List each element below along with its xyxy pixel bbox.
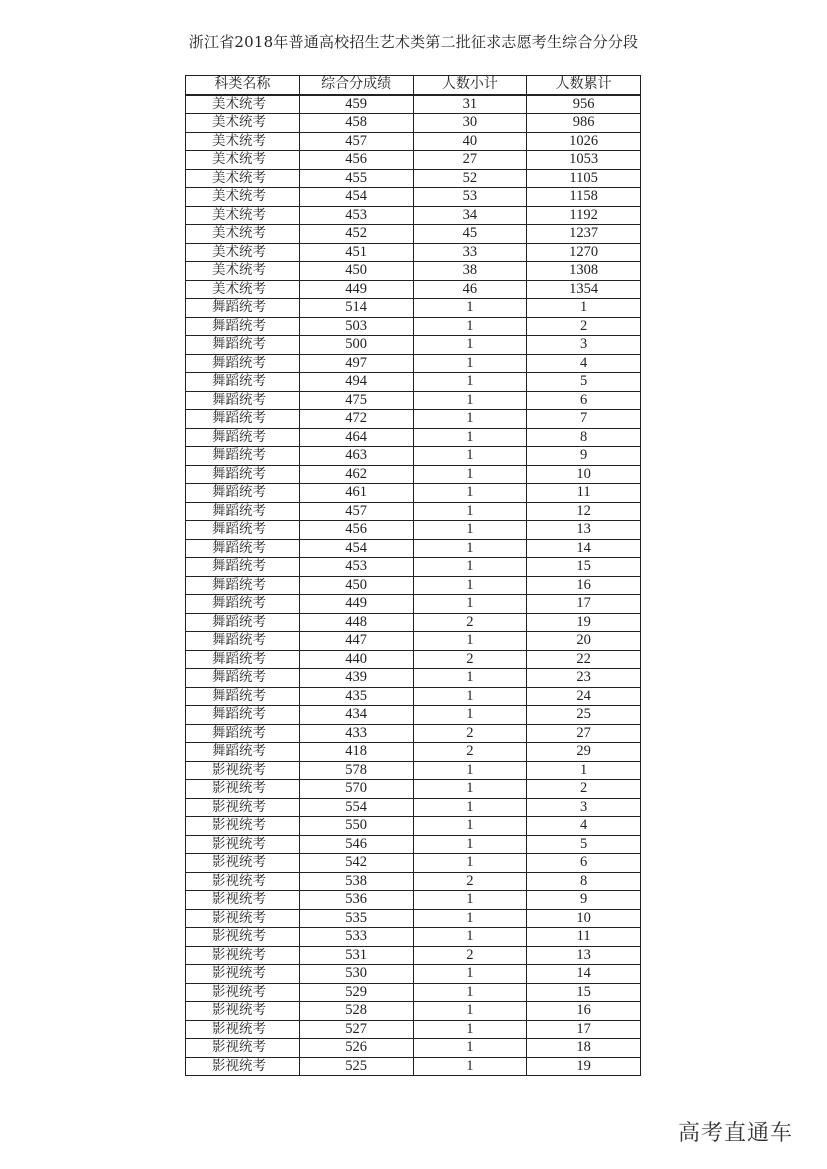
count-cell: 1: [413, 1039, 527, 1058]
score-cell: 462: [299, 465, 413, 484]
count-cell: 1: [413, 391, 527, 410]
count-cell: 53: [413, 188, 527, 207]
table-row: [186, 928, 641, 947]
cumulative-cell: 14: [527, 539, 641, 558]
table-row: [186, 465, 641, 484]
cumulative-cell: 4: [527, 817, 641, 836]
category-cell: 影视统考: [186, 817, 300, 836]
category-cell: 舞蹈统考: [186, 391, 300, 410]
category-cell: 美术统考: [186, 225, 300, 244]
category-cell: 舞蹈统考: [186, 724, 300, 743]
score-cell: 503: [299, 317, 413, 336]
cumulative-cell: 11: [527, 928, 641, 947]
cumulative-cell: 15: [527, 558, 641, 577]
category-cell: 舞蹈统考: [186, 336, 300, 355]
score-cell: 450: [299, 576, 413, 595]
count-cell: 1: [413, 854, 527, 873]
table-row: [186, 835, 641, 854]
category-cell: 舞蹈统考: [186, 410, 300, 429]
cumulative-cell: 10: [527, 909, 641, 928]
table-row: [186, 447, 641, 466]
count-cell: 1: [413, 410, 527, 429]
cumulative-cell: 2: [527, 317, 641, 336]
cumulative-cell: 1: [527, 761, 641, 780]
cumulative-cell: 16: [527, 1002, 641, 1021]
table-row: [186, 650, 641, 669]
cumulative-cell: 6: [527, 391, 641, 410]
table-row: [186, 891, 641, 910]
table-row: [186, 225, 641, 244]
cumulative-cell: 986: [527, 114, 641, 133]
count-cell: 1: [413, 317, 527, 336]
score-distribution-table: [185, 75, 641, 1076]
cumulative-cell: 18: [527, 1039, 641, 1058]
table-row: [186, 521, 641, 540]
cumulative-cell: 25: [527, 706, 641, 725]
table-row: [186, 687, 641, 706]
score-cell: 550: [299, 817, 413, 836]
score-cell: 448: [299, 613, 413, 632]
score-cell: 554: [299, 798, 413, 817]
score-cell: 531: [299, 946, 413, 965]
count-cell: 1: [413, 1002, 527, 1021]
table-row: [186, 558, 641, 577]
score-cell: 434: [299, 706, 413, 725]
category-cell: 影视统考: [186, 928, 300, 947]
count-cell: 1: [413, 632, 527, 651]
table-row: [186, 743, 641, 762]
score-cell: 463: [299, 447, 413, 466]
category-cell: 美术统考: [186, 114, 300, 133]
cumulative-cell: 1354: [527, 280, 641, 299]
cumulative-cell: 1308: [527, 262, 641, 281]
table-row: [186, 706, 641, 725]
table-row: [186, 1039, 641, 1058]
count-cell: 1: [413, 965, 527, 984]
count-cell: 30: [413, 114, 527, 133]
score-cell: 464: [299, 428, 413, 447]
table-row: [186, 761, 641, 780]
score-cell: 530: [299, 965, 413, 984]
cumulative-cell: 22: [527, 650, 641, 669]
table-row: [186, 280, 641, 299]
count-cell: 1: [413, 576, 527, 595]
header-cumulative: 人数累计: [527, 76, 641, 95]
score-cell: 494: [299, 373, 413, 392]
count-cell: 2: [413, 872, 527, 891]
score-cell: 454: [299, 539, 413, 558]
score-cell: 439: [299, 669, 413, 688]
category-cell: 舞蹈统考: [186, 521, 300, 540]
cumulative-cell: 8: [527, 872, 641, 891]
score-cell: 546: [299, 835, 413, 854]
category-cell: 影视统考: [186, 1057, 300, 1076]
table-row: [186, 724, 641, 743]
table-row: [186, 632, 641, 651]
cumulative-cell: 29: [527, 743, 641, 762]
count-cell: 1: [413, 891, 527, 910]
score-cell: 538: [299, 872, 413, 891]
count-cell: 1: [413, 798, 527, 817]
count-cell: 1: [413, 1057, 527, 1076]
count-cell: 1: [413, 299, 527, 318]
cumulative-cell: 3: [527, 336, 641, 355]
count-cell: 2: [413, 724, 527, 743]
category-cell: 美术统考: [186, 132, 300, 151]
count-cell: 40: [413, 132, 527, 151]
count-cell: 45: [413, 225, 527, 244]
score-cell: 528: [299, 1002, 413, 1021]
table-row: [186, 336, 641, 355]
category-cell: 舞蹈统考: [186, 669, 300, 688]
count-cell: 1: [413, 502, 527, 521]
score-cell: 453: [299, 558, 413, 577]
category-cell: 美术统考: [186, 262, 300, 281]
cumulative-cell: 956: [527, 95, 641, 114]
table-row: [186, 613, 641, 632]
cumulative-cell: 2: [527, 780, 641, 799]
cumulative-cell: 16: [527, 576, 641, 595]
table-header-row: [186, 76, 641, 95]
category-cell: 舞蹈统考: [186, 650, 300, 669]
score-cell: 472: [299, 410, 413, 429]
table-row: [186, 206, 641, 225]
count-cell: 1: [413, 354, 527, 373]
score-cell: 525: [299, 1057, 413, 1076]
count-cell: 1: [413, 539, 527, 558]
count-cell: 1: [413, 928, 527, 947]
header-score: 综合分成绩: [299, 76, 413, 95]
cumulative-cell: 15: [527, 983, 641, 1002]
table-row: [186, 114, 641, 133]
score-cell: 542: [299, 854, 413, 873]
count-cell: 52: [413, 169, 527, 188]
table-row: [186, 373, 641, 392]
count-cell: 1: [413, 521, 527, 540]
count-cell: 2: [413, 650, 527, 669]
score-cell: 458: [299, 114, 413, 133]
category-cell: 舞蹈统考: [186, 373, 300, 392]
score-cell: 526: [299, 1039, 413, 1058]
count-cell: 1: [413, 706, 527, 725]
category-cell: 舞蹈统考: [186, 354, 300, 373]
cumulative-cell: 6: [527, 854, 641, 873]
cumulative-cell: 5: [527, 835, 641, 854]
table-row: [186, 576, 641, 595]
score-cell: 500: [299, 336, 413, 355]
table-row: [186, 188, 641, 207]
count-cell: 27: [413, 151, 527, 170]
category-cell: 舞蹈统考: [186, 613, 300, 632]
header-count: 人数小计: [413, 76, 527, 95]
score-cell: 455: [299, 169, 413, 188]
category-cell: 影视统考: [186, 965, 300, 984]
cumulative-cell: 9: [527, 447, 641, 466]
score-cell: 433: [299, 724, 413, 743]
cumulative-cell: 20: [527, 632, 641, 651]
score-cell: 570: [299, 780, 413, 799]
category-cell: 影视统考: [186, 780, 300, 799]
cumulative-cell: 10: [527, 465, 641, 484]
table-row: [186, 243, 641, 262]
category-cell: 影视统考: [186, 1020, 300, 1039]
category-cell: 舞蹈统考: [186, 743, 300, 762]
table-row: [186, 484, 641, 503]
table-row: [186, 780, 641, 799]
cumulative-cell: 24: [527, 687, 641, 706]
count-cell: 1: [413, 983, 527, 1002]
category-cell: 影视统考: [186, 946, 300, 965]
score-cell: 529: [299, 983, 413, 1002]
score-cell: 454: [299, 188, 413, 207]
score-cell: 449: [299, 280, 413, 299]
table-row: [186, 354, 641, 373]
score-cell: 535: [299, 909, 413, 928]
category-cell: 舞蹈统考: [186, 576, 300, 595]
score-cell: 457: [299, 502, 413, 521]
table-row: [186, 262, 641, 281]
cumulative-cell: 17: [527, 595, 641, 614]
table-row: [186, 428, 641, 447]
table-body: [186, 95, 641, 1076]
score-cell: 440: [299, 650, 413, 669]
score-cell: 475: [299, 391, 413, 410]
category-cell: 美术统考: [186, 243, 300, 262]
cumulative-cell: 5: [527, 373, 641, 392]
table-row: [186, 983, 641, 1002]
category-cell: 影视统考: [186, 835, 300, 854]
cumulative-cell: 8: [527, 428, 641, 447]
cumulative-cell: 1026: [527, 132, 641, 151]
cumulative-cell: 1053: [527, 151, 641, 170]
category-cell: 美术统考: [186, 95, 300, 114]
category-cell: 舞蹈统考: [186, 502, 300, 521]
category-cell: 影视统考: [186, 1039, 300, 1058]
cumulative-cell: 23: [527, 669, 641, 688]
cumulative-cell: 1237: [527, 225, 641, 244]
table-row: [186, 817, 641, 836]
cumulative-cell: 19: [527, 1057, 641, 1076]
count-cell: 1: [413, 484, 527, 503]
count-cell: 1: [413, 558, 527, 577]
category-cell: 舞蹈统考: [186, 558, 300, 577]
table-row: [186, 299, 641, 318]
count-cell: 1: [413, 595, 527, 614]
score-cell: 536: [299, 891, 413, 910]
cumulative-cell: 9: [527, 891, 641, 910]
category-cell: 舞蹈统考: [186, 428, 300, 447]
category-cell: 影视统考: [186, 1002, 300, 1021]
table-row: [186, 1057, 641, 1076]
cumulative-cell: 19: [527, 613, 641, 632]
category-cell: 影视统考: [186, 909, 300, 928]
score-cell: 452: [299, 225, 413, 244]
table-row: [186, 410, 641, 429]
header-category: 科类名称: [186, 76, 300, 95]
count-cell: 1: [413, 835, 527, 854]
category-cell: 影视统考: [186, 891, 300, 910]
category-cell: 舞蹈统考: [186, 447, 300, 466]
table-row: [186, 1020, 641, 1039]
document-title: 浙江省2018年普通高校招生艺术类第二批征求志愿考生综合分分段: [188, 33, 639, 51]
cumulative-cell: 27: [527, 724, 641, 743]
category-cell: 舞蹈统考: [186, 687, 300, 706]
score-cell: 456: [299, 151, 413, 170]
count-cell: 1: [413, 669, 527, 688]
table-row: [186, 317, 641, 336]
category-cell: 舞蹈统考: [186, 317, 300, 336]
score-cell: 457: [299, 132, 413, 151]
count-cell: 34: [413, 206, 527, 225]
count-cell: 1: [413, 336, 527, 355]
category-cell: 美术统考: [186, 169, 300, 188]
count-cell: 1: [413, 465, 527, 484]
table-row: [186, 1002, 641, 1021]
cumulative-cell: 17: [527, 1020, 641, 1039]
count-cell: 1: [413, 909, 527, 928]
cumulative-cell: 12: [527, 502, 641, 521]
score-cell: 497: [299, 354, 413, 373]
category-cell: 舞蹈统考: [186, 465, 300, 484]
score-cell: 533: [299, 928, 413, 947]
score-cell: 450: [299, 262, 413, 281]
count-cell: 46: [413, 280, 527, 299]
table-row: [186, 595, 641, 614]
table-row: [186, 539, 641, 558]
score-cell: 514: [299, 299, 413, 318]
score-cell: 461: [299, 484, 413, 503]
category-cell: 舞蹈统考: [186, 299, 300, 318]
category-cell: 影视统考: [186, 798, 300, 817]
table-row: [186, 854, 641, 873]
score-cell: 435: [299, 687, 413, 706]
table-row: [186, 798, 641, 817]
category-cell: 舞蹈统考: [186, 632, 300, 651]
count-cell: 2: [413, 743, 527, 762]
table-row: [186, 132, 641, 151]
watermark-logo: 高考直通车: [678, 1121, 794, 1146]
category-cell: 舞蹈统考: [186, 539, 300, 558]
cumulative-cell: 11: [527, 484, 641, 503]
cumulative-cell: 4: [527, 354, 641, 373]
count-cell: 1: [413, 687, 527, 706]
table-row: [186, 669, 641, 688]
cumulative-cell: 3: [527, 798, 641, 817]
score-cell: 418: [299, 743, 413, 762]
table-row: [186, 151, 641, 170]
cumulative-cell: 1105: [527, 169, 641, 188]
cumulative-cell: 13: [527, 946, 641, 965]
score-cell: 459: [299, 95, 413, 114]
category-cell: 美术统考: [186, 188, 300, 207]
table-row: [186, 946, 641, 965]
count-cell: 2: [413, 613, 527, 632]
table-row: [186, 95, 641, 114]
count-cell: 38: [413, 262, 527, 281]
score-cell: 451: [299, 243, 413, 262]
category-cell: 美术统考: [186, 151, 300, 170]
count-cell: 1: [413, 1020, 527, 1039]
table-row: [186, 965, 641, 984]
category-cell: 影视统考: [186, 983, 300, 1002]
cumulative-cell: 1158: [527, 188, 641, 207]
count-cell: 33: [413, 243, 527, 262]
cumulative-cell: 1: [527, 299, 641, 318]
cumulative-cell: 1270: [527, 243, 641, 262]
count-cell: 1: [413, 428, 527, 447]
count-cell: 1: [413, 373, 527, 392]
cumulative-cell: 13: [527, 521, 641, 540]
table-row: [186, 872, 641, 891]
count-cell: 1: [413, 761, 527, 780]
score-cell: 527: [299, 1020, 413, 1039]
count-cell: 31: [413, 95, 527, 114]
category-cell: 影视统考: [186, 854, 300, 873]
score-cell: 447: [299, 632, 413, 651]
count-cell: 1: [413, 780, 527, 799]
category-cell: 舞蹈统考: [186, 706, 300, 725]
cumulative-cell: 1192: [527, 206, 641, 225]
count-cell: 2: [413, 946, 527, 965]
category-cell: 美术统考: [186, 206, 300, 225]
cumulative-cell: 14: [527, 965, 641, 984]
count-cell: 1: [413, 447, 527, 466]
table-row: [186, 909, 641, 928]
table-row: [186, 391, 641, 410]
category-cell: 影视统考: [186, 872, 300, 891]
category-cell: 美术统考: [186, 280, 300, 299]
category-cell: 舞蹈统考: [186, 484, 300, 503]
count-cell: 1: [413, 817, 527, 836]
score-cell: 449: [299, 595, 413, 614]
cumulative-cell: 7: [527, 410, 641, 429]
table-row: [186, 502, 641, 521]
score-cell: 456: [299, 521, 413, 540]
score-cell: 453: [299, 206, 413, 225]
score-cell: 578: [299, 761, 413, 780]
table-row: [186, 169, 641, 188]
category-cell: 影视统考: [186, 761, 300, 780]
category-cell: 舞蹈统考: [186, 595, 300, 614]
